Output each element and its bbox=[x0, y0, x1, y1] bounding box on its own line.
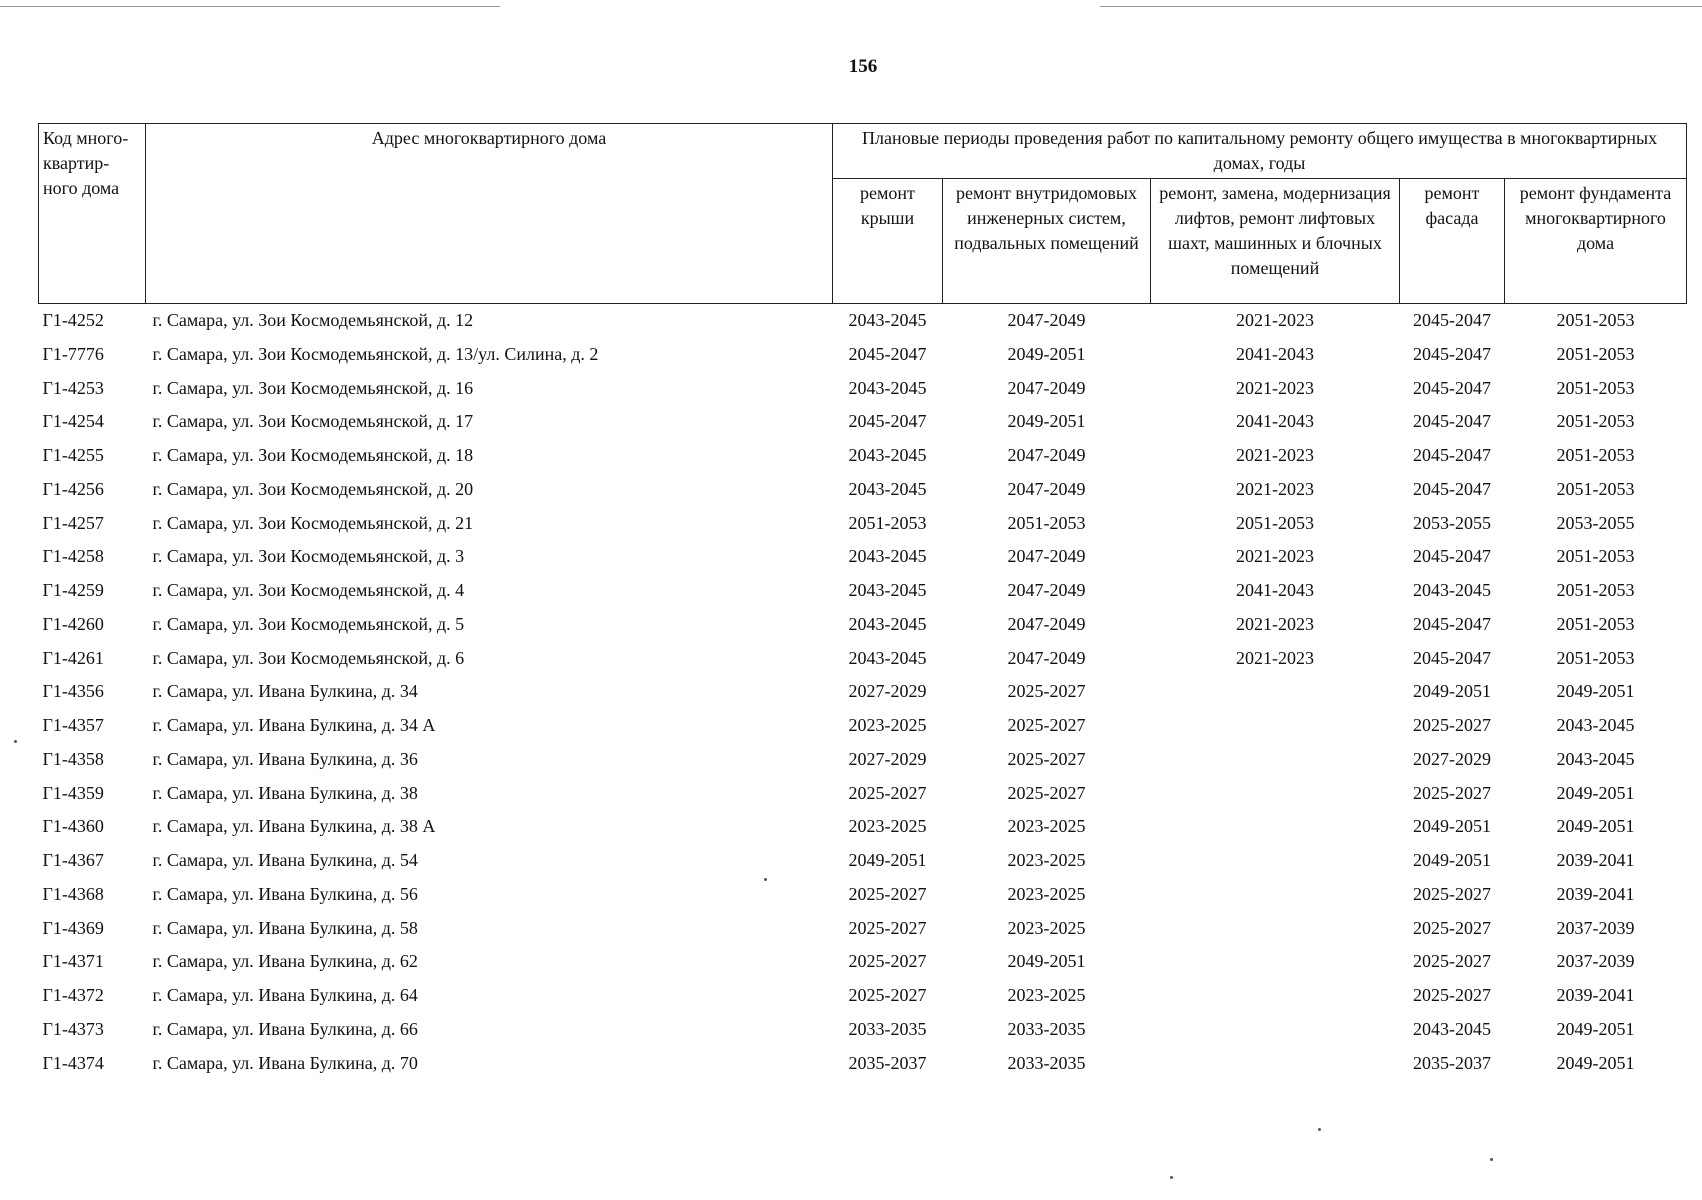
table-row bbox=[39, 810, 1687, 844]
row-facade: 2043-2045 bbox=[1413, 580, 1491, 600]
row-elevators bbox=[1151, 675, 1400, 709]
row-foundation: 2049-2051 bbox=[1556, 1018, 1635, 1039]
row-elevators: 2041-2043 bbox=[1236, 343, 1314, 364]
row-foundation: 2039-2041 bbox=[1556, 985, 1635, 1005]
row-foundation: 2051-2053 bbox=[1556, 343, 1635, 364]
row-code: Г1-4255 bbox=[42, 445, 104, 465]
row-elevators bbox=[1151, 912, 1400, 946]
header-address: Адрес многоквартирного дома bbox=[146, 124, 833, 304]
row-roof: 2027-2029 bbox=[848, 681, 927, 702]
row-roof: 2027-2029 bbox=[848, 748, 927, 769]
row-code: Г1-4367 bbox=[42, 850, 104, 870]
table-row bbox=[39, 675, 1687, 709]
row-engineering: 2025-2027 bbox=[1007, 681, 1086, 702]
row-engineering: 2049-2051 bbox=[1007, 343, 1086, 364]
row-roof: 2025-2027 bbox=[848, 985, 927, 1005]
table-row bbox=[39, 405, 1687, 439]
row-facade: 2045-2047 bbox=[1413, 310, 1491, 330]
row-foundation: 2037-2039 bbox=[1556, 917, 1635, 938]
header-periods-group: Плановые периоды проведения работ по капитальному ремонту общего имущества в многоквартирных домах, годы bbox=[833, 124, 1687, 179]
row-address: г. Самара, ул. Ивана Булкина, д. 66 bbox=[152, 1018, 418, 1039]
row-code: Г1-4368 bbox=[42, 883, 104, 904]
row-roof: 2025-2027 bbox=[848, 782, 927, 803]
row-elevators: 2051-2053 bbox=[1236, 512, 1314, 533]
row-elevators: 2021-2023 bbox=[1236, 478, 1314, 499]
row-code: Г1-4373 bbox=[42, 1018, 104, 1039]
row-foundation: 2051-2053 bbox=[1556, 310, 1635, 330]
row-engineering: 2047-2049 bbox=[1007, 546, 1086, 567]
page-number: 156 bbox=[848, 56, 878, 77]
table-row bbox=[39, 1013, 1687, 1047]
row-code: Г1-7776 bbox=[42, 343, 104, 364]
row-facade: 2045-2047 bbox=[1413, 647, 1491, 668]
row-foundation: 2039-2041 bbox=[1556, 850, 1635, 870]
row-elevators bbox=[1151, 810, 1400, 844]
row-address: г. Самара, ул. Зои Космодемьянской, д. 16 bbox=[152, 377, 474, 398]
row-facade: 2045-2047 bbox=[1413, 613, 1491, 634]
row-elevators bbox=[1151, 979, 1400, 1013]
row-address: г. Самара, ул. Ивана Булкина, д. 58 bbox=[152, 917, 418, 938]
row-address: г. Самара, ул. Зои Космодемьянской, д. 4 bbox=[152, 580, 465, 600]
scan-speck bbox=[1170, 1176, 1173, 1179]
row-foundation: 2051-2053 bbox=[1556, 478, 1635, 499]
row-foundation: 2051-2053 bbox=[1556, 580, 1635, 600]
row-code: Г1-4369 bbox=[42, 917, 104, 938]
row-facade: 2025-2027 bbox=[1413, 951, 1491, 972]
row-elevators: 2021-2023 bbox=[1236, 445, 1314, 465]
table-row bbox=[39, 608, 1687, 642]
row-engineering: 2047-2049 bbox=[1007, 613, 1086, 634]
table-row bbox=[39, 304, 1687, 338]
table-body bbox=[39, 304, 1687, 1081]
table-row bbox=[39, 912, 1687, 946]
row-address: г. Самара, ул. Зои Космодемьянской, д. 17 bbox=[152, 411, 474, 432]
row-elevators: 2041-2043 bbox=[1236, 580, 1314, 600]
row-code: Г1-4359 bbox=[42, 782, 104, 803]
row-address: г. Самара, ул. Ивана Булкина, д. 54 bbox=[152, 850, 418, 870]
row-roof: 2033-2035 bbox=[848, 1018, 927, 1039]
row-facade: 2045-2047 bbox=[1413, 478, 1491, 499]
row-facade: 2045-2047 bbox=[1413, 445, 1491, 465]
row-roof: 2025-2027 bbox=[848, 883, 927, 904]
row-elevators bbox=[1151, 777, 1400, 811]
row-roof: 2043-2045 bbox=[848, 613, 927, 634]
row-code: Г1-4257 bbox=[42, 512, 104, 533]
row-roof: 2043-2045 bbox=[848, 445, 927, 465]
row-elevators bbox=[1151, 743, 1400, 777]
row-roof: 2043-2045 bbox=[848, 377, 927, 398]
table-row bbox=[39, 540, 1687, 574]
row-elevators bbox=[1151, 709, 1400, 743]
row-elevators: 2041-2043 bbox=[1236, 411, 1314, 432]
scan-speck bbox=[1490, 1158, 1493, 1161]
row-roof: 2035-2037 bbox=[848, 1052, 927, 1073]
row-elevators bbox=[1151, 1047, 1400, 1081]
row-address: г. Самара, ул. Ивана Булкина, д. 56 bbox=[152, 883, 418, 904]
row-address: г. Самара, ул. Ивана Булкина, д. 34 bbox=[152, 681, 418, 702]
table-row bbox=[39, 709, 1687, 743]
row-address: г. Самара, ул. Зои Космодемьянской, д. 20 bbox=[152, 478, 474, 499]
row-facade: 2025-2027 bbox=[1413, 715, 1491, 735]
row-foundation: 2037-2039 bbox=[1556, 951, 1635, 972]
header-engineering: ремонт внутридомовых инженерных систем, подвальных помещений bbox=[943, 179, 1151, 304]
row-foundation: 2051-2053 bbox=[1556, 445, 1635, 465]
row-foundation: 2039-2041 bbox=[1556, 883, 1635, 904]
row-elevators: 2021-2023 bbox=[1236, 310, 1314, 330]
row-roof: 2045-2047 bbox=[848, 343, 927, 364]
row-code: Г1-4256 bbox=[42, 478, 104, 499]
row-code: Г1-4252 bbox=[42, 310, 104, 330]
table-row bbox=[39, 507, 1687, 541]
row-facade: 2035-2037 bbox=[1413, 1052, 1491, 1073]
table-row bbox=[39, 338, 1687, 372]
row-code: Г1-4254 bbox=[42, 411, 104, 432]
row-code: Г1-4259 bbox=[42, 580, 104, 600]
row-address: г. Самара, ул. Зои Космодемьянской, д. 12 bbox=[152, 310, 474, 330]
row-engineering: 2023-2025 bbox=[1007, 985, 1086, 1005]
row-code: Г1-4356 bbox=[42, 681, 104, 702]
row-code: Г1-4371 bbox=[42, 951, 104, 972]
row-facade: 2045-2047 bbox=[1413, 343, 1491, 364]
row-engineering: 2047-2049 bbox=[1007, 445, 1086, 465]
row-engineering: 2033-2035 bbox=[1007, 1052, 1086, 1073]
row-facade: 2027-2029 bbox=[1413, 748, 1491, 769]
row-foundation: 2049-2051 bbox=[1556, 782, 1635, 803]
table-row bbox=[39, 743, 1687, 777]
row-elevators: 2021-2023 bbox=[1236, 546, 1314, 567]
table-row bbox=[39, 439, 1687, 473]
row-engineering: 2047-2049 bbox=[1007, 580, 1086, 600]
row-engineering: 2023-2025 bbox=[1007, 850, 1086, 870]
row-foundation: 2049-2051 bbox=[1556, 816, 1635, 837]
header-roof: ремонт крыши bbox=[833, 179, 943, 304]
row-facade: 2045-2047 bbox=[1413, 546, 1491, 567]
row-roof: 2023-2025 bbox=[848, 816, 927, 837]
row-roof: 2043-2045 bbox=[848, 580, 927, 600]
header-foundation: ремонт фундамента многоквартирного дома bbox=[1505, 179, 1687, 304]
row-address: г. Самара, ул. Зои Космодемьянской, д. 13/ул. Силина, д. 2 bbox=[152, 343, 599, 364]
row-facade: 2049-2051 bbox=[1413, 681, 1491, 702]
row-code: Г1-4253 bbox=[42, 377, 104, 398]
row-code: Г1-4260 bbox=[42, 613, 104, 634]
row-engineering: 2047-2049 bbox=[1007, 647, 1086, 668]
row-address: г. Самара, ул. Ивана Булкина, д. 70 bbox=[152, 1052, 418, 1073]
table-row bbox=[39, 878, 1687, 912]
row-code: Г1-4261 bbox=[42, 647, 104, 668]
row-facade: 2043-2045 bbox=[1413, 1018, 1491, 1039]
row-address: г. Самара, ул. Зои Космодемьянской, д. 5 bbox=[152, 613, 465, 634]
header-code: Код много-квартир-ного дома bbox=[39, 124, 146, 304]
table-header bbox=[39, 124, 1687, 304]
row-elevators bbox=[1151, 844, 1400, 878]
row-facade: 2053-2055 bbox=[1413, 512, 1491, 533]
row-foundation: 2051-2053 bbox=[1556, 613, 1635, 634]
row-foundation: 2051-2053 bbox=[1556, 546, 1635, 567]
row-roof: 2043-2045 bbox=[848, 310, 927, 330]
row-foundation: 2051-2053 bbox=[1556, 377, 1635, 398]
row-foundation: 2051-2053 bbox=[1556, 647, 1635, 668]
row-foundation: 2049-2051 bbox=[1556, 681, 1635, 702]
row-code: Г1-4372 bbox=[42, 985, 104, 1005]
row-engineering: 2023-2025 bbox=[1007, 917, 1086, 938]
row-code: Г1-4360 bbox=[42, 816, 104, 837]
header-elevators: ремонт, замена, модернизация лифтов, ремонт лифтовых шахт, машинных и блочных помещений bbox=[1151, 179, 1400, 304]
row-address: г. Самара, ул. Ивана Булкина, д. 36 bbox=[152, 748, 418, 769]
row-elevators: 2021-2023 bbox=[1236, 613, 1314, 634]
row-elevators: 2021-2023 bbox=[1236, 377, 1314, 398]
table-row bbox=[39, 473, 1687, 507]
row-engineering: 2033-2035 bbox=[1007, 1018, 1086, 1039]
scan-top-edge-right bbox=[1100, 6, 1702, 7]
row-foundation: 2051-2053 bbox=[1556, 411, 1635, 432]
row-roof: 2043-2045 bbox=[848, 478, 927, 499]
row-roof: 2051-2053 bbox=[848, 512, 927, 533]
scan-top-edge bbox=[0, 6, 500, 7]
row-elevators bbox=[1151, 1013, 1400, 1047]
row-code: Г1-4357 bbox=[42, 715, 104, 735]
row-code: Г1-4358 bbox=[42, 748, 104, 769]
row-elevators bbox=[1151, 945, 1400, 979]
row-roof: 2025-2027 bbox=[848, 917, 927, 938]
row-roof: 2043-2045 bbox=[848, 546, 927, 567]
row-facade: 2025-2027 bbox=[1413, 917, 1491, 938]
table-row bbox=[39, 574, 1687, 608]
row-code: Г1-4258 bbox=[42, 546, 104, 567]
row-engineering: 2047-2049 bbox=[1007, 377, 1086, 398]
row-address: г. Самара, ул. Зои Космодемьянской, д. 6 bbox=[152, 647, 465, 668]
row-address: г. Самара, ул. Ивана Булкина, д. 38 bbox=[152, 782, 418, 803]
row-engineering: 2049-2051 bbox=[1007, 951, 1086, 972]
row-foundation: 2049-2051 bbox=[1556, 1052, 1635, 1073]
row-engineering: 2025-2027 bbox=[1007, 715, 1086, 735]
row-facade: 2045-2047 bbox=[1413, 377, 1491, 398]
row-facade: 2025-2027 bbox=[1413, 782, 1491, 803]
row-address: г. Самара, ул. Ивана Булкина, д. 38 А bbox=[152, 816, 436, 837]
capital-repair-table bbox=[38, 123, 1687, 1080]
row-engineering: 2025-2027 bbox=[1007, 748, 1086, 769]
row-facade: 2045-2047 bbox=[1413, 411, 1491, 432]
row-engineering: 2047-2049 bbox=[1007, 310, 1086, 330]
row-foundation: 2043-2045 bbox=[1556, 715, 1635, 735]
row-facade: 2025-2027 bbox=[1413, 883, 1491, 904]
row-engineering: 2049-2051 bbox=[1007, 411, 1086, 432]
row-engineering: 2023-2025 bbox=[1007, 883, 1086, 904]
scan-speck bbox=[764, 878, 767, 881]
row-engineering: 2047-2049 bbox=[1007, 478, 1086, 499]
table-row bbox=[39, 979, 1687, 1013]
table-row bbox=[39, 777, 1687, 811]
row-foundation: 2053-2055 bbox=[1556, 512, 1635, 533]
row-address: г. Самара, ул. Ивана Булкина, д. 62 bbox=[152, 951, 418, 972]
header-facade: ремонт фасада bbox=[1400, 179, 1505, 304]
row-engineering: 2025-2027 bbox=[1007, 782, 1086, 803]
row-engineering: 2023-2025 bbox=[1007, 816, 1086, 837]
row-facade: 2025-2027 bbox=[1413, 985, 1491, 1005]
row-facade: 2049-2051 bbox=[1413, 816, 1491, 837]
row-code: Г1-4374 bbox=[42, 1052, 104, 1073]
row-roof: 2045-2047 bbox=[848, 411, 927, 432]
table-row bbox=[39, 642, 1687, 676]
scan-speck bbox=[1318, 1128, 1321, 1131]
row-elevators: 2021-2023 bbox=[1236, 647, 1314, 668]
row-elevators bbox=[1151, 878, 1400, 912]
row-address: г. Самара, ул. Ивана Булкина, д. 64 bbox=[152, 985, 418, 1005]
row-roof: 2025-2027 bbox=[848, 951, 927, 972]
row-facade: 2049-2051 bbox=[1413, 850, 1491, 870]
table-row bbox=[39, 372, 1687, 406]
table-row bbox=[39, 945, 1687, 979]
row-address: г. Самара, ул. Зои Космодемьянской, д. 3 bbox=[152, 546, 465, 567]
row-address: г. Самара, ул. Ивана Булкина, д. 34 А bbox=[152, 715, 436, 735]
row-address: г. Самара, ул. Зои Космодемьянской, д. 18 bbox=[152, 445, 474, 465]
row-roof: 2023-2025 bbox=[848, 715, 927, 735]
row-address: г. Самара, ул. Зои Космодемьянской, д. 21 bbox=[152, 512, 474, 533]
row-roof: 2049-2051 bbox=[848, 850, 927, 870]
scan-speck bbox=[14, 740, 17, 743]
row-roof: 2043-2045 bbox=[848, 647, 927, 668]
row-engineering: 2051-2053 bbox=[1007, 512, 1086, 533]
table-row bbox=[39, 844, 1687, 878]
table-row bbox=[39, 1047, 1687, 1081]
row-foundation: 2043-2045 bbox=[1556, 748, 1635, 769]
